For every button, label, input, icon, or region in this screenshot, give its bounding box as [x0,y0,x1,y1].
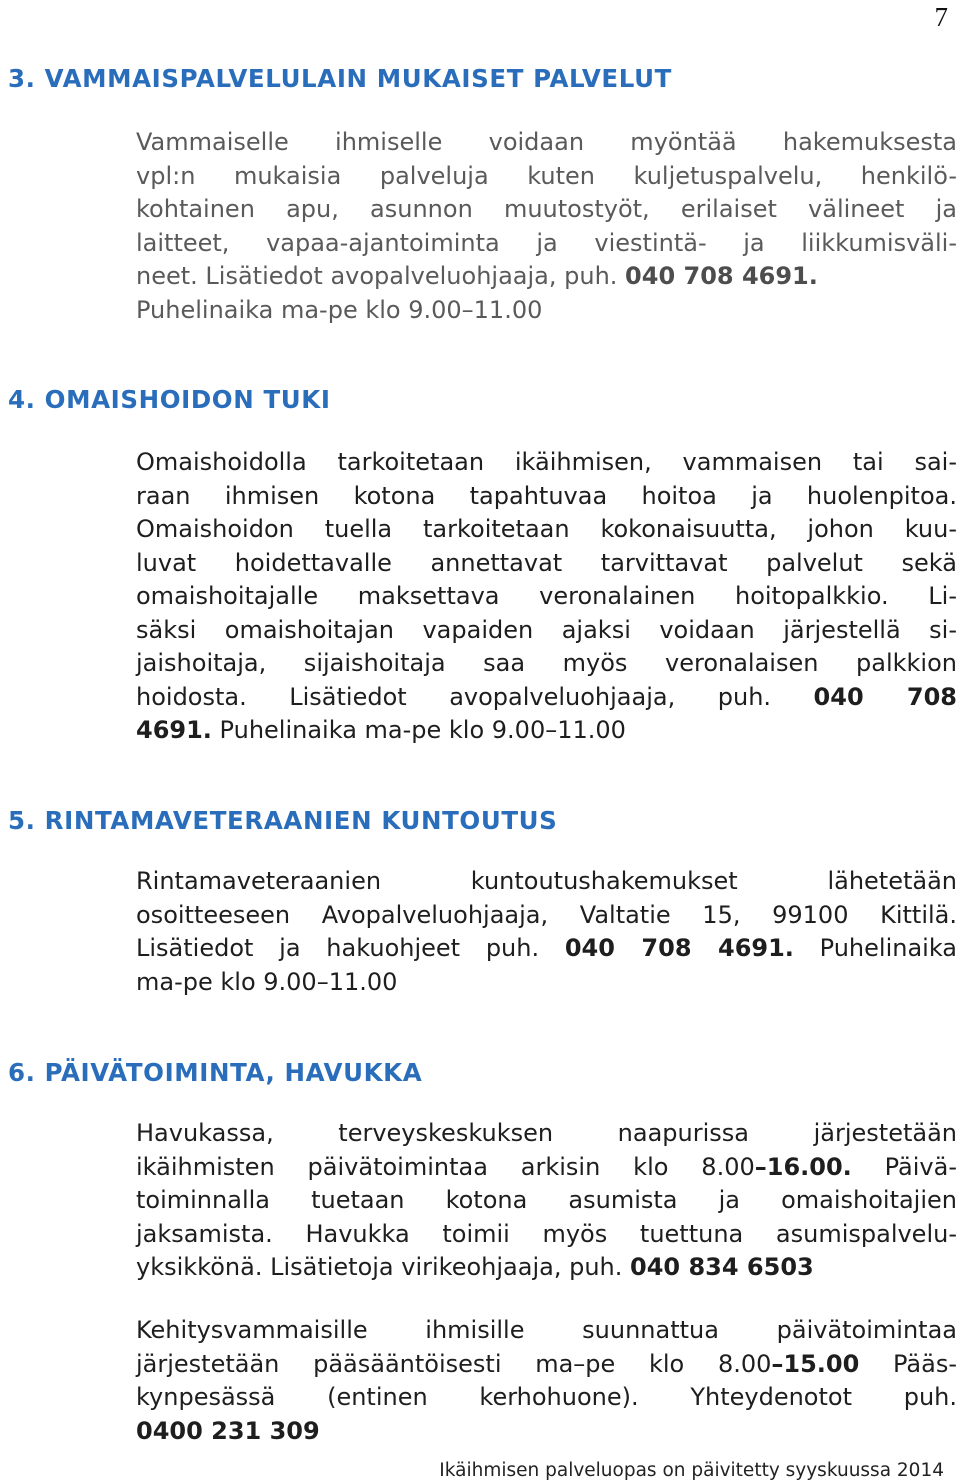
text-line: jaksamista. Havukka toimii myös tuettuna asumispalvelu- [136,1219,957,1248]
section-6-heading: 6. PÄIVÄTOIMINTA, HAVUKKA [8,1058,423,1087]
phone-number: 040 834 6503 [630,1253,814,1281]
text-segment: yksikkönä. Lisätietoja virikeohjaaja, puh. [136,1253,631,1281]
text-segment: neet. Lisätiedot avopalveluohjaaja, puh. [136,262,626,290]
text-line: Havukassa, terveyskeskuksen naapurissa järjestetään [136,1119,957,1147]
text-segment: Puhelinaika ma-pe klo 9.00–11.00 [211,716,626,744]
section-5-heading: 5. RINTAMAVETERAANIEN KUNTOUTUS [8,806,558,835]
text-segment: Lisätiedot ja hakuohjeet puh. [136,934,565,962]
text-line: laitteet, vapaa-ajantoiminta ja viestintä- ja liikkumisväli- [136,228,957,257]
text-line: säksi omaishoitajan vapaiden ajaksi voidaan järjestellä si- [136,615,957,644]
text-line: omaishoitajalle maksettava veronalainen hoitopalkkio. Li- [136,582,957,610]
text-line: Kehitysvammaisille ihmisille suunnattua päivätoimintaa [136,1316,957,1344]
text-line: Omaishoidon tuella tarkoitetaan kokonaisuutta, johon kuu- [136,515,957,543]
text-line: kohtainen apu, asunnon muutostyöt, erilaiset välineet ja [136,195,957,223]
text-line: osoitteeseen Avopalveluohjaaja, Valtatie 15, 99100 Kittilä. [136,900,957,929]
page-number: 7 [934,2,948,32]
text-line: toiminnalla tuetaan kotona asumista ja omaishoitajien [136,1186,957,1214]
text-segment: ikäihmisten päivätoimintaa arkisin klo 8.00 [136,1152,755,1181]
section-3-text [136,126,957,327]
phone-number: 4691. [136,716,212,744]
text-segment: Puhelinaika [793,934,958,962]
text-segment: hoidosta. Lisätiedot avopalveluohjaaja, puh. [136,682,814,711]
text-line: kynpesässä (entinen kerhohuone). Yhteydenotot puh. [136,1383,957,1411]
phone-number: 040 708 4691. [564,934,794,962]
text-line [136,260,957,294]
text-line: Rintamaveteraanien kuntoutushakemukset lähetetään [136,867,957,895]
text-line: raan ihmisen kotona tapahtuvaa hoitoa ja huolenpitoa. [136,481,957,510]
text-line: Puhelinaika ma-pe klo 9.00–11.00 [136,295,543,324]
text-segment: järjestetään pääsääntöisesti ma–pe klo 8.00 [136,1349,772,1378]
text-line [136,1251,957,1285]
text-line [136,932,957,966]
section-6-paragraph-1 [136,1117,957,1285]
text-line: Omaishoidolla tarkoitetaan ikäihmisen, vammaisen tai sai- [136,448,957,476]
text-line: luvat hoidettavalle annettavat tarvittavat palvelut sekä [136,548,957,577]
section-3-heading: 3. VAMMAISPALVELULAIN MUKAISET PALVELUT [8,64,672,93]
section-4-text [136,446,957,748]
section-6-paragraph-2 [136,1314,957,1448]
text-line [136,1151,957,1185]
text-line [136,681,957,715]
text-segment: Pääs- [859,1349,957,1378]
time-range: –15.00 [771,1349,860,1378]
text-line [136,714,957,748]
text-line [136,1348,957,1382]
text-line: Vammaiselle ihmiselle voidaan myöntää hakemuksesta [136,128,957,156]
text-segment: Päivä- [851,1152,957,1181]
text-line: ma-pe klo 9.00–11.00 [136,967,398,996]
text-line [136,1415,957,1449]
text-line: jaishoitaja, sijaishoitaja saa myös veronalaisen palkkion [136,649,957,677]
section-5-text [136,865,957,999]
page-footer: Ikäihmisen palveluopas on päivitetty syyskuussa 2014 [439,1460,944,1481]
phone-number: 040 708 [813,682,957,711]
phone-number: 040 708 4691. [625,262,818,290]
section-4-heading: 4. OMAISHOIDON TUKI [8,385,331,414]
text-line: vpl:n mukaisia palveluja kuten kuljetuspalvelu, henkilö- [136,161,957,190]
phone-number: 0400 231 309 [136,1416,320,1445]
time-range: –16.00. [754,1152,852,1181]
